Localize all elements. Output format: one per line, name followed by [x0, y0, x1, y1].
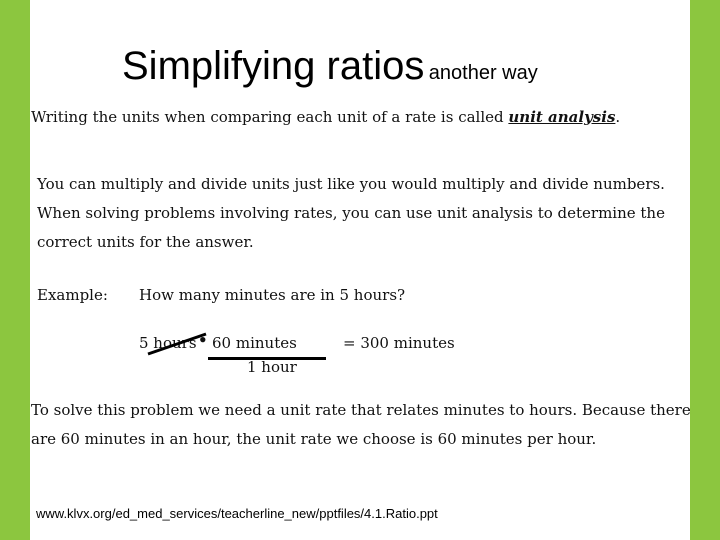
example-label: Example: [37, 286, 108, 304]
title-sub: another way [428, 62, 538, 84]
source-url: www.klvx.org/ed_med_services/teacherline_new/pptfiles/4.1.Ratio.ppt [36, 506, 438, 521]
left-accent-bar [0, 0, 30, 540]
title-main: Simplifying ratios [122, 44, 425, 88]
explanation-paragraph: You can multiply and divide units just like you would multiply and divide numbers. When solving problems involving rates, you can use unit analysis to determine the correct units for the answer. [37, 175, 665, 251]
intro-sentence [31, 108, 620, 126]
cancel-hours-slash [138, 330, 212, 360]
denominator-hour: 1 hour [247, 358, 297, 376]
multiply-dot: • [198, 331, 208, 349]
right-accent-bar [690, 0, 720, 540]
conclusion-paragraph: To solve this problem we need a unit rate that relates minutes to hours. Because there are 60 minutes in an hour, the unit rate we choose is 60 minutes per hour. [31, 401, 691, 448]
numerator-minutes: 60 minutes [212, 334, 297, 352]
example-question: How many minutes are in 5 hours? [139, 286, 406, 304]
unit-analysis-term: unit analysis [508, 108, 616, 126]
slide-title [122, 44, 538, 89]
numerator-hours: 5 hours [139, 334, 197, 352]
cancel-line-top [148, 334, 206, 354]
intro-text: Writing the units when comparing each unit of a rate is called [31, 108, 509, 126]
example-result: = 300 minutes [343, 334, 455, 352]
intro-period: . [615, 108, 621, 126]
